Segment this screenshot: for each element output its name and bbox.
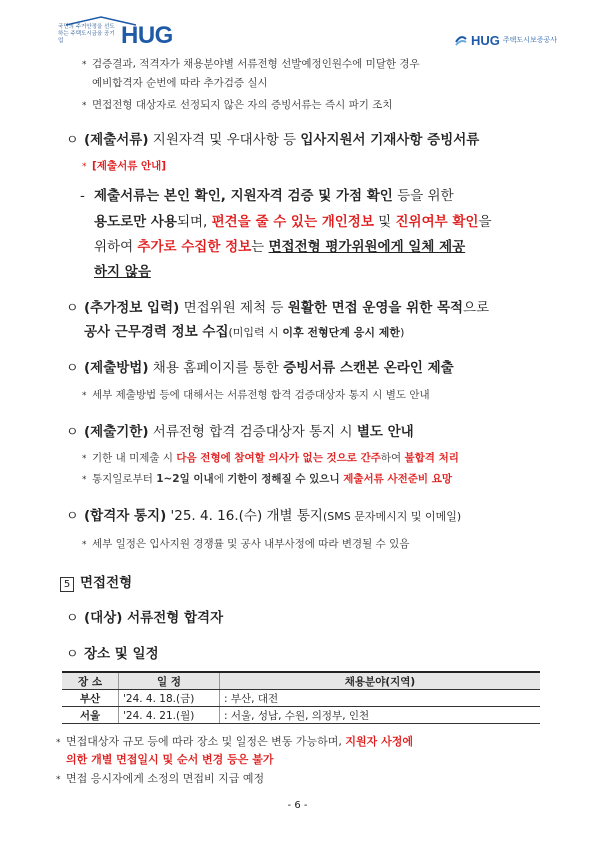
deadline-note1-mid: 하여	[380, 452, 405, 464]
table-cell-field: : 부산, 대전	[220, 690, 541, 707]
deadline-label: (제출기한)	[84, 424, 149, 440]
deadline-note-1: * 기한 내 미제출 시 다음 전형에 참여할 의사가 없는 것으로 간주하여 불합격 처리	[82, 452, 459, 464]
docs-label: (제출서류)	[84, 132, 149, 148]
deadline-note2-mid: 에	[213, 473, 228, 485]
circle-bullet-icon: ㅇ	[66, 509, 79, 524]
docs-bold-text: 입사지원서 기재사항 증빙서류	[300, 132, 480, 148]
table-cell-field: : 서울, 성남, 수원, 의정부, 인천	[220, 707, 541, 724]
table-cell-date: '24. 4. 21.(월)	[119, 707, 220, 724]
notify-label: (합격자 통지)	[84, 508, 167, 524]
docs-para-1	[80, 187, 454, 205]
table-cell-date: '24. 4. 18.(금)	[119, 690, 220, 707]
deadline-note1-red: 다음 전형에 참여할 의사가 없는 것으로 간주	[176, 452, 381, 464]
intro-line-3: * 면접전형 대상자로 선정되지 않은 자의 증빙서류는 즉시 파기 조치	[82, 99, 393, 111]
logo-tagline: 국민의 주거안정을 선도하는 주택도시금융 공기업	[58, 24, 115, 44]
docs-p4-underline: 하지 않음	[94, 264, 151, 280]
dash-bullet: -	[80, 188, 85, 204]
docs-p1-text: 등을 위한	[392, 188, 454, 204]
footer-note1-text: 면접대상자 규모 등에 따라 장소 및 일정은 변동 가능하며,	[66, 735, 346, 748]
deadline-bold: 별도 안내	[356, 424, 414, 440]
table-cell-place: 부산	[62, 690, 119, 707]
extra-heading	[66, 299, 489, 318]
notify-text-small: (SMS 문자메시지 및 이메일)	[322, 510, 462, 523]
table-header-date: 일 정	[119, 672, 220, 690]
deadline-note2-bold-2: 기한이 정해질 수 있으니	[227, 473, 344, 485]
schedule-heading	[66, 645, 159, 664]
footer-note-3: * 면접 응시자에게 소정의 면접비 지급 예정	[56, 772, 265, 785]
deadline-note-2: * 통지일로부터 1~2일 이내에 기한이 정해질 수 있으니 제출서류 사전준비 요망	[82, 473, 452, 485]
section-5-title: 면접전형	[80, 575, 133, 591]
logo-right-corp: 주택도시보증공사	[502, 36, 557, 44]
footer-note-1: * 면접대상자 규모 등에 따라 장소 및 일정은 변동 가능하며, 지원자 사정에	[56, 735, 413, 748]
docs-para-3	[94, 238, 465, 256]
table-header-row	[62, 672, 540, 690]
method-label: (제출방법)	[84, 360, 149, 376]
docs-heading	[66, 131, 479, 150]
docs-p3-text: 위하여	[94, 239, 138, 255]
hug-emblem-icon	[454, 33, 468, 47]
docs-para-2	[94, 213, 492, 231]
page-number: - 6 -	[287, 800, 308, 811]
table-header-place: 장 소	[62, 672, 119, 690]
deadline-note2-red: 제출서류 사전준비 요망	[343, 473, 452, 485]
docs-p3-mid: 는	[251, 239, 269, 255]
circle-bullet-icon: ㅇ	[66, 611, 79, 626]
intro-line-2: 예비합격자 순번에 따라 추가검증 실시	[92, 77, 268, 89]
circle-bullet-icon: ㅇ	[66, 647, 79, 662]
extra-line2-small-bold: 이후 전형단계 응시 제한	[282, 326, 401, 339]
logo-right-hug: HUG	[471, 32, 500, 48]
docs-p1-bold: 제출서류는 본인 확인, 지원자격 검증 및 가점 확인	[94, 188, 393, 204]
docs-para-4	[94, 263, 151, 281]
schedule-label: 장소 및 일정	[84, 646, 159, 662]
logo-hug-text: HUG	[121, 22, 173, 49]
circle-bullet-icon: ㅇ	[66, 133, 79, 148]
deadline-note2-bold: 1~2일 이내	[156, 473, 214, 485]
extra-line2-bold: 공사 근무경력 정보 수집	[84, 324, 229, 340]
docs-sub-label-text: [제출서류 안내]	[92, 160, 167, 172]
notify-heading	[66, 507, 461, 526]
circle-bullet-icon: ㅇ	[66, 425, 79, 440]
circle-bullet-icon: ㅇ	[66, 301, 79, 316]
deadline-note1-red-2: 불합격 처리	[404, 452, 459, 464]
table-row	[62, 690, 540, 707]
docs-p2-red-2: 진위여부 확인	[395, 214, 479, 230]
method-text: 채용 홈페이지를 통한	[148, 360, 284, 376]
notify-note-text: 세부 일정은 입사지원 경쟁률 및 공사 내부사정에 따라 변경될 수 있음	[92, 538, 410, 550]
extra-line2-end: )	[400, 326, 405, 339]
extra-line-2	[84, 323, 404, 342]
method-note: * 세부 제출방법 등에 대해서는 서류전형 합격 검증대상자 통지 시 별도 안내	[82, 389, 430, 401]
schedule-table	[62, 671, 540, 724]
target-text: 서류전형 합격자	[122, 610, 224, 626]
docs-sub-label: * [제출서류 안내]	[82, 160, 167, 172]
docs-p3-underline: 면접전형 평가위원에게 일체 제공	[268, 239, 466, 255]
extra-bold: 원활한 면접 운영을 위한 목적	[287, 300, 464, 316]
extra-line2-small: (미입력 시	[228, 326, 283, 339]
method-note-text: 세부 제출방법 등에 대해서는 서류전형 합격 검증대상자 통지 시 별도 안내	[92, 389, 430, 401]
docs-text: 지원자격 및 우대사항 등	[148, 132, 301, 148]
docs-p3-red: 추가로 수집한 정보	[137, 239, 252, 255]
docs-p2-end: 을	[478, 214, 492, 230]
table-header-field: 채용분야(지역)	[220, 672, 541, 690]
notify-note: * 세부 일정은 입사지원 경쟁률 및 공사 내부사정에 따라 변경될 수 있음	[82, 538, 410, 550]
target-heading	[66, 609, 223, 628]
notify-text: '25. 4. 16.(수) 개별 통지	[166, 508, 323, 524]
docs-p2-bold: 용도로만 사용	[94, 214, 177, 230]
target-label: (대상)	[84, 610, 123, 626]
table-row	[62, 707, 540, 724]
deadline-text: 서류전형 합격 검증대상자 통지 시	[148, 424, 357, 440]
extra-text-2: 으로	[463, 300, 490, 316]
intro-line-1: * 검증결과, 적격자가 채용분야별 서류전형 선발예정인원수에 미달한 경우	[82, 58, 420, 70]
table-cell-place: 서울	[62, 707, 119, 724]
footer-note3-text: 면접 응시자에게 소정의 면접비 지급 예정	[66, 772, 265, 785]
docs-p2-text: 되며,	[176, 214, 212, 230]
footer-note1-red: 지원자 사정에	[345, 735, 413, 748]
section-5-heading	[60, 574, 132, 592]
circle-bullet-icon: ㅇ	[66, 361, 79, 376]
deadline-note2-text: 통지일로부터	[92, 473, 157, 485]
intro-text-3: 면접전형 대상자로 선정되지 않은 자의 증빙서류는 즉시 파기 조치	[92, 99, 393, 111]
extra-label: (추가정보 입력)	[84, 300, 180, 316]
method-heading	[66, 359, 454, 378]
docs-p2-and: 및	[373, 214, 396, 230]
hug-logo-left	[58, 22, 183, 56]
method-bold: 증빙서류 스캔본 온라인 제출	[283, 360, 454, 376]
docs-p2-red-1: 편견을 줄 수 있는 개인정보	[211, 214, 374, 230]
extra-text-1: 면접위원 제척 등	[179, 300, 288, 316]
deadline-note1-text: 기한 내 미제출 시	[92, 452, 177, 464]
hug-logo-right	[454, 30, 557, 50]
section-number-box: 5	[60, 577, 74, 592]
footer-note2-red: 의한 개별 면접일시 및 순서 변경 등은 불가	[66, 753, 274, 766]
footer-note-2	[66, 752, 273, 768]
deadline-heading	[66, 423, 414, 442]
intro-text-1: 검증결과, 적격자가 채용분야별 서류전형 선발예정인원수에 미달한 경우	[92, 58, 420, 70]
